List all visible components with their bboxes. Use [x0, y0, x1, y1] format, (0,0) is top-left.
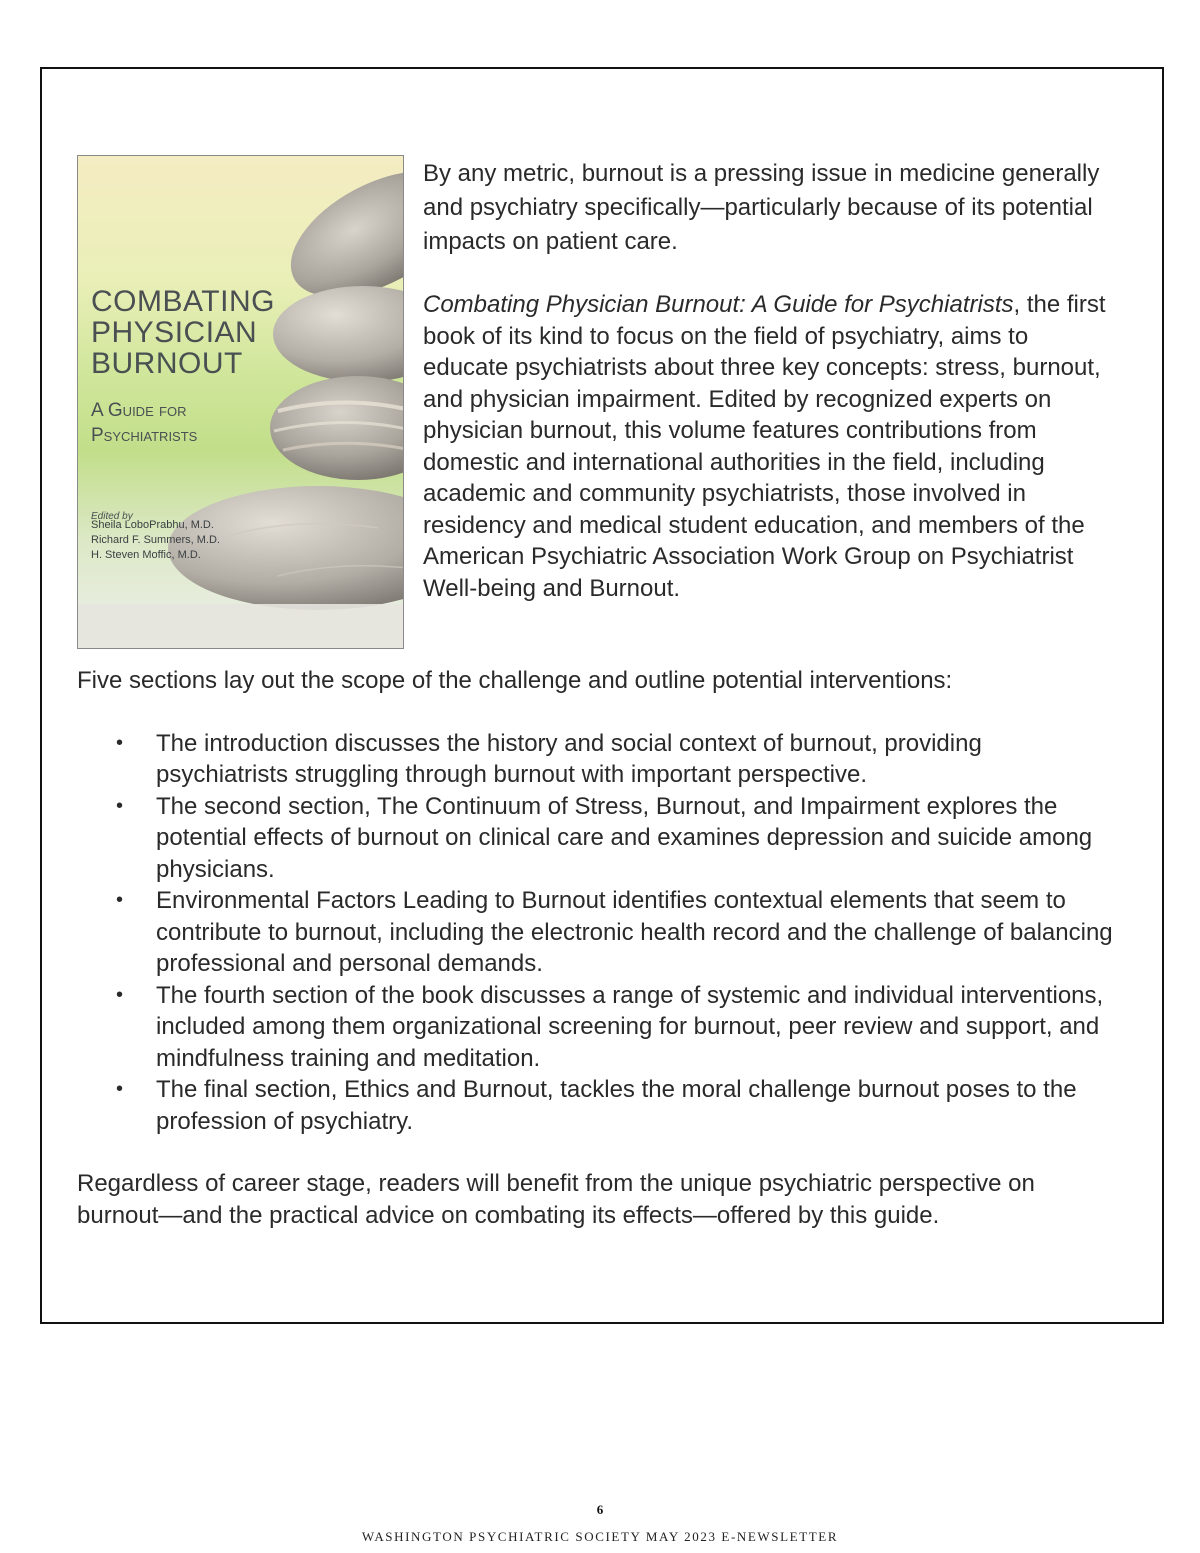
newsletter-footer: WASHINGTON PSYCHIATRIC SOCIETY MAY 2023 E-NEWSLETTER: [361, 1529, 839, 1544]
closing-paragraph: Regardless of career stage, readers will benefit from the unique psychiatric perspective on burnout—and the practical advice on combating its effects—offered by this guide.: [77, 1170, 1035, 1229]
sections-list: [77, 728, 1117, 1138]
list-item: • The final section, Ethics and Burnout, tackles the moral challenge burnout poses to the profession of psychiatry.: [156, 1074, 1117, 1137]
list-item: • Environmental Factors Leading to Burnout identifies contextual elements that seem to contribute to burnout, including the electronic health record and the challenge of balancing professional and personal demands.: [156, 885, 1117, 980]
book-description: , the first book of its kind to focus on the field of psychiatry, aims to educate psychiatrists about three key concepts: stress, burnout, and physician impairment. Edited by recognized experts on physician burnout, this volume features contributions from domestic and international authorities in the field, including academic and community psychiatrists, those involved in residency and medical student education, and members of the American Psychiatric Association Work Group on Psychiatrist Well-being and Burnout.: [423, 291, 1106, 602]
cover-editors: [91, 518, 220, 563]
intro-row: [77, 155, 1117, 649]
cover-title: COMBATING PHYSICIAN BURNOUT: [91, 285, 275, 380]
cover-subtitle: A Guide for Psychiatrists: [91, 400, 198, 446]
article-content: [77, 155, 1117, 1231]
cover-editor: Sheila LoboPrabhu, M.D.: [91, 519, 214, 531]
list-item: • The fourth section of the book discusses a range of systemic and individual interventions, included among them organizational screening for burnout, peer review and support, and mindfulness training and meditation.: [156, 980, 1117, 1075]
list-item: • The introduction discusses the history and social context of burnout, providing psychiatrists struggling through burnout with important perspective.: [156, 728, 1117, 791]
sections-intro: Five sections lay out the scope of the challenge and outline potential interventions:: [77, 667, 953, 694]
cover-edited-by: Edited by: [91, 511, 133, 522]
intro-paragraph: By any metric, burnout is a pressing issue in medicine generally and psychiatry specifically—particularly because of its potential impacts on patient care.: [423, 160, 1100, 255]
cover-editor: Richard F. Summers, M.D.: [91, 534, 220, 546]
book-description-paragraph: [423, 289, 1117, 604]
book-title: Combating Physician Burnout: A Guide for Psychiatrists: [423, 291, 1014, 318]
page-number: 6: [596, 1502, 604, 1517]
cover-editor: H. Steven Moffic, M.D.: [91, 549, 201, 561]
list-item: • The second section, The Continuum of Stress, Burnout, and Impairment explores the potential effects of burnout on clinical care and examines depression and suicide among physicians.: [156, 791, 1117, 886]
book-cover-image: [77, 155, 404, 649]
intro-text: [423, 157, 1117, 604]
